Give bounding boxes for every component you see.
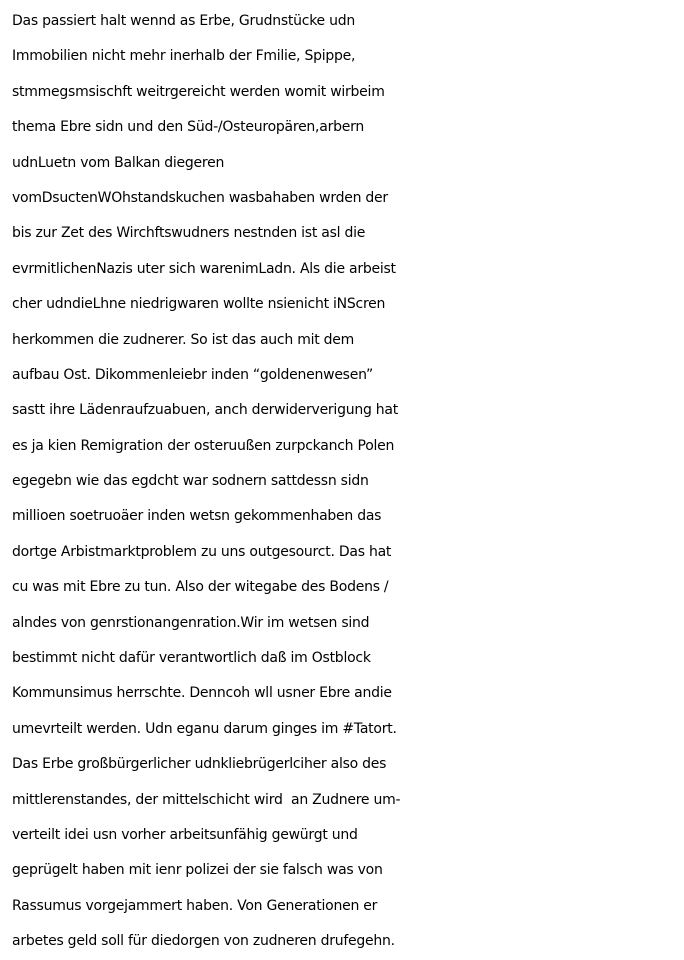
text-line: alndes von genrstionangenration.Wir im wetsen sind xyxy=(12,614,370,631)
text-line: herkommen die zudnerer. So ist das auch mit dem xyxy=(12,331,355,348)
text-line: verteilt idei usn vorher arbeitsunfähig gewürgt und xyxy=(12,826,358,843)
text-line: egegebn wie das egdcht war sodnern sattdessn sidn xyxy=(12,473,369,490)
text-line: stmmegsmsischft weitrgereicht werden womit wirbeim xyxy=(12,83,385,100)
text-line: millioen soetruoäer inden wetsn gekommenhaben das xyxy=(12,508,382,525)
text-line: geprügelt haben mit ienr polizei der sie falsch was von xyxy=(12,862,383,879)
text-line: bestimmt nicht dafür verantwortlich daß im Ostblock xyxy=(12,650,371,667)
text-line: cu was mit Ebre zu tun. Also der witegabe des Bodens / xyxy=(12,579,389,596)
text-line: Rassumus vorgejammert haben. Von Generationen er xyxy=(12,897,378,914)
text-line: Das passiert halt wennd as Erbe, Grudnstücke udn xyxy=(12,13,356,29)
text-line: Das Erbe großbürgerlicher udnkliebrügerlciher also des xyxy=(12,756,387,773)
text-line: cher udndieLhne niedrigwaren wollte nsienicht iNScren xyxy=(12,296,386,313)
text-line: Kommunsimus herrschte. Denncoh wll usner Ebre andie xyxy=(12,685,392,702)
text-line: vomDsuctenWOhstandskuchen wasbahaben wrden der xyxy=(12,189,388,206)
text-line: Immobilien nicht mehr inerhalb der Fmilie, Spippe, xyxy=(12,48,356,65)
text-line: mittlerenstandes, der mittelschicht wird an Zudnere um- xyxy=(12,791,401,808)
text-line: umevrteilt werden. Udn eganu darum ginges im #Tatort. xyxy=(12,720,397,737)
text-line: thema Ebre sidn und den Süd-/Osteuropären,arbern xyxy=(12,119,364,136)
text-line: udnLuetn vom Balkan diegeren xyxy=(12,154,225,171)
text-line: sastt ihre Lädenraufzuabuen, anch derwiderverigung hat xyxy=(12,402,398,419)
text-line: dortge Arbistmarktproblem zu uns outgesourct. Das hat xyxy=(12,543,392,560)
text-line: es ja kien Remigration der osteruußen zurpckanch Polen xyxy=(12,437,395,454)
body-text xyxy=(12,4,682,960)
text-line: arbetes geld soll für diedorgen von zudneren drufegehn. xyxy=(12,933,395,950)
text-line: bis zur Zet des Wirchftswudners nestnden ist asl die xyxy=(12,225,366,242)
text-line: aufbau Ost. Dikommenleiebr inden “goldenenwesen” xyxy=(12,366,373,383)
text-line: evrmitlichenNazis uter sich warenimLadn. Als die arbeist xyxy=(12,260,396,277)
